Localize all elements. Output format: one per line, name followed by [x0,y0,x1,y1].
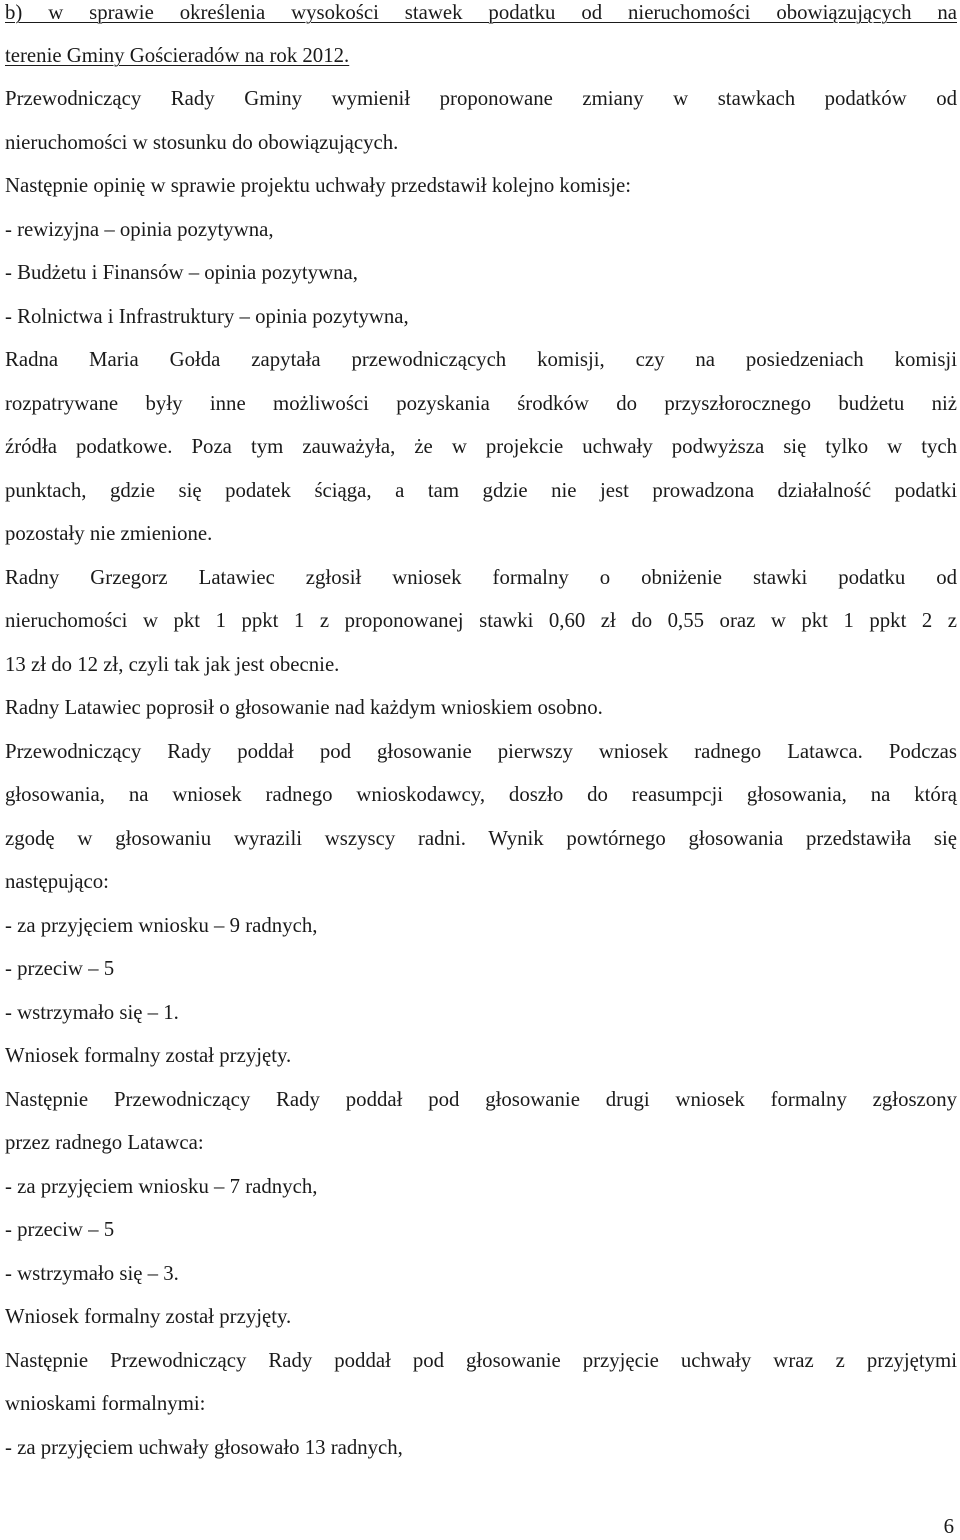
text-line-11: źródła podatkowe. Poza tym zauważyła, że w projekcie uchwały podwyższa się tylko w tych [5,435,957,458]
page-number: 6 [943,1515,954,1538]
text-line-23: - przeciw – 5 [5,957,115,980]
text-line-30: - wstrzymało się – 3. [5,1262,179,1285]
text-line-34: - za przyjęciem uchwały głosowało 13 radnych, [5,1436,403,1459]
text-line-3: Przewodniczący Rady Gminy wymienił proponowane zmiany w stawkach podatków od [5,87,957,110]
text-line-4: nieruchomości w stosunku do obowiązujących. [5,131,399,154]
text-line-13: pozostały nie zmienione. [5,522,213,545]
text-line-17: Radny Latawiec poprosił o głosowanie nad każdym wnioskiem osobno. [5,696,603,719]
text-line-2: terenie Gminy Gościeradów na rok 2012. [5,44,350,67]
text-line-21: następująco: [5,870,109,893]
text-line-7: - Budżetu i Finansów – opinia pozytywna, [5,261,358,284]
text-line-25: Wniosek formalny został przyjęty. [5,1044,292,1067]
text-line-32: Następnie Przewodniczący Rady poddał pod głosowanie przyjęcie uchwały wraz z przyjętymi [5,1349,957,1372]
text-line-16: 13 zł do 12 zł, czyli tak jak jest obecnie. [5,653,340,676]
text-line-9: Radna Maria Gołda zapytała przewodniczących komisji, czy na posiedzeniach komisji [5,348,957,371]
text-line-18: Przewodniczący Rady poddał pod głosowanie pierwszy wniosek radnego Latawca. Podczas [5,740,957,763]
text-line-24: - wstrzymało się – 1. [5,1001,179,1024]
text-line-19: głosowania, na wniosek radnego wnioskodawcy, doszło do reasumpcji głosowania, na którą [5,783,957,806]
text-line-12: punktach, gdzie się podatek ściąga, a tam gdzie nie jest prowadzona działalność podatki [5,479,957,502]
text-line-27: przez radnego Latawca: [5,1131,204,1154]
text-line-31: Wniosek formalny został przyjęty. [5,1305,292,1328]
text-line-10: rozpatrywane były inne możliwości pozyskania środków do przyszłorocznego budżetu niż [5,392,957,415]
text-line-5: Następnie opinię w sprawie projektu uchwały przedstawił kolejno komisje: [5,174,632,197]
text-line-22: - za przyjęciem wniosku – 9 radnych, [5,914,318,937]
text-line-29: - przeciw – 5 [5,1218,115,1241]
text-line-33: wnioskami formalnymi: [5,1392,206,1415]
text-line-15: nieruchomości w pkt 1 ppkt 1 z proponowanej stawki 0,60 zł do 0,55 oraz w pkt 1 ppkt 2 z [5,609,957,632]
text-line-1: b) w sprawie określenia wysokości stawek podatku od nieruchomości obowiązujących na [5,1,957,24]
text-line-6: - rewizyjna – opinia pozytywna, [5,218,274,241]
text-line-14: Radny Grzegorz Latawiec zgłosił wniosek formalny o obniżenie stawki podatku od [5,566,957,589]
text-line-8: - Rolnictwa i Infrastruktury – opinia pozytywna, [5,305,409,328]
text-line-28: - za przyjęciem wniosku – 7 radnych, [5,1175,318,1198]
text-line-26: Następnie Przewodniczący Rady poddał pod głosowanie drugi wniosek formalny zgłoszony [5,1088,957,1111]
text-line-20: zgodę w głosowaniu wyrazili wszyscy radni. Wynik powtórnego głosowania przedstawiła się [5,827,957,850]
